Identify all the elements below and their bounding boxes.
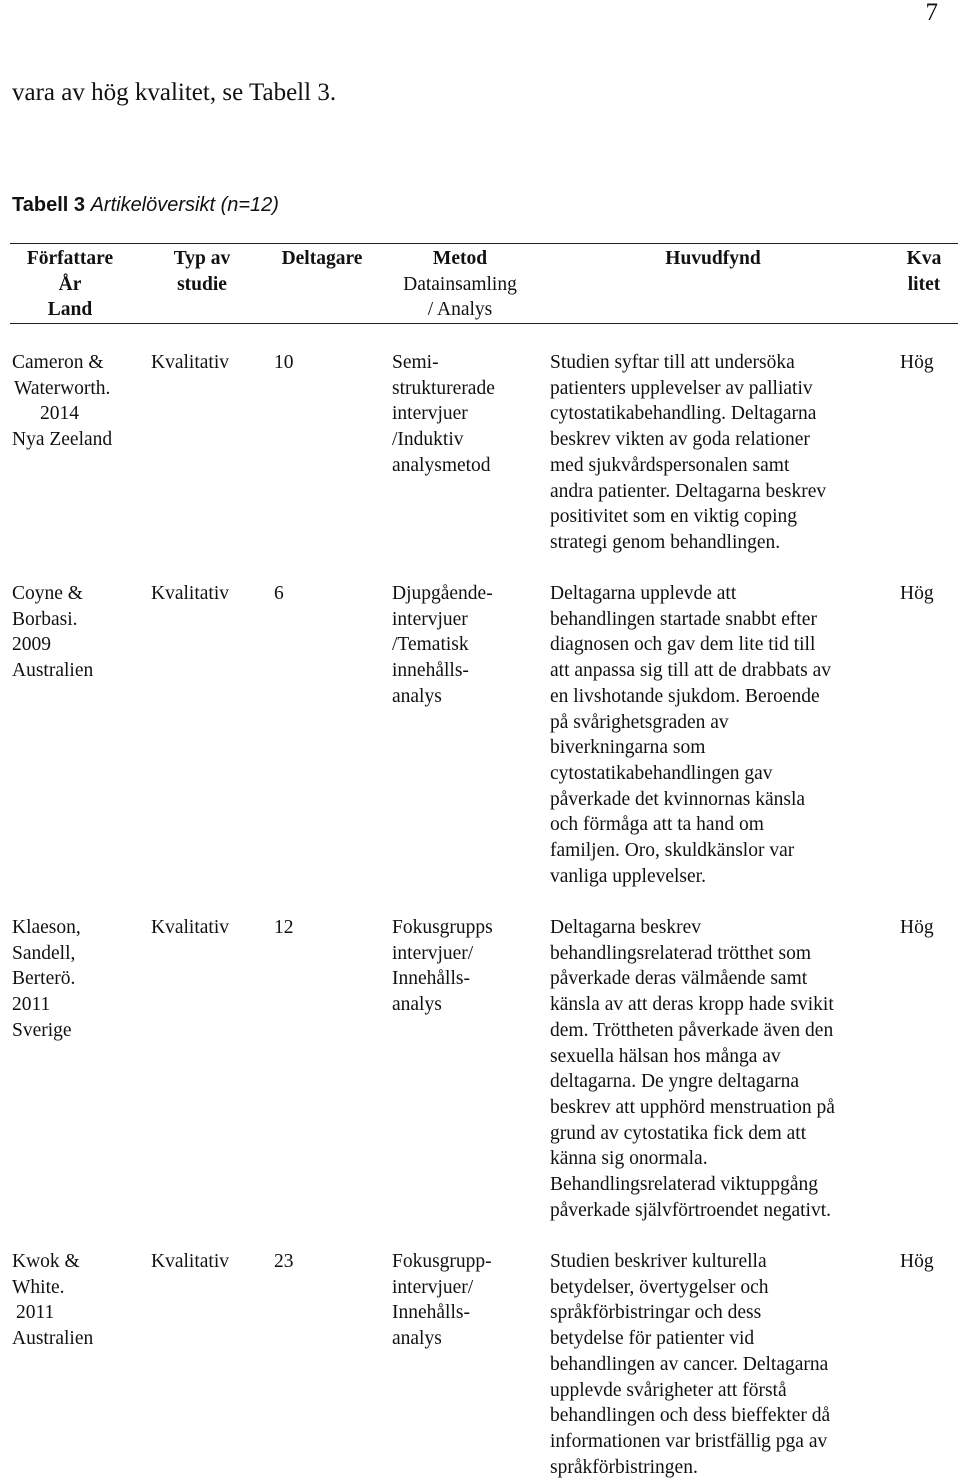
row-type: Kvalitativ — [151, 917, 229, 938]
row-participants: 23 — [274, 1251, 294, 1272]
row-participants: 6 — [274, 583, 284, 604]
row-author: Klaeson, Sandell, Berterö. 2011 Sverige — [12, 917, 81, 1041]
row-author: Cameron & Waterworth. 2014 Nya Zeeland — [12, 352, 113, 451]
header-findings: Huvudfynd — [665, 248, 761, 269]
row-quality: Hög — [900, 1251, 934, 1272]
row-method: Djupgående- intervjuer /Tematisk innehålls- analys — [392, 583, 493, 707]
row-quality: Hög — [900, 583, 934, 604]
page-number: 7 — [925, 0, 938, 26]
row-method: Fokusgrupp- intervjuer/ Innehålls- analys — [392, 1251, 492, 1350]
row-type: Kvalitativ — [151, 583, 229, 604]
header-type: Typ av studie — [173, 248, 231, 295]
intro-text: vara av hög kvalitet, se Tabell 3. — [12, 79, 337, 106]
header-author: Författare År Land — [26, 248, 114, 321]
row-findings: Studien beskriver kulturella betydelser, övertygelser och språkförbistringar och dess betydelse för patienter vid behandlingen av cancer. Deltagarna upplevde svårigheter att förstå behandlingen och dess bieffekter då informationen var bristfällig pga av språkförbistringen. — [550, 1251, 831, 1478]
header-participants: Deltagare — [281, 248, 363, 269]
row-type: Kvalitativ — [151, 1251, 229, 1272]
header-method: Metod Datainsamling / Analys — [403, 248, 517, 321]
row-findings: Deltagarna upplevde att behandlingen startade snabbt efter diagnosen och gav dem lite tid till att anpassa sig till att de drabbats av en livshotande sjukdom. Beroende på svårighetsgraden av biverkningarna som cytostatikabehandlingen gav påverkade det kvinnornas känsla och förmåga att ta hand om familjen. Oro, skuldkänslor var vanliga upplevelser. — [550, 583, 832, 887]
row-quality: Hög — [900, 352, 934, 373]
row-type: Kvalitativ — [151, 352, 229, 373]
row-quality: Hög — [900, 917, 934, 938]
row-method: Semi- strukturerade intervjuer /Induktiv analysmetod — [392, 352, 495, 476]
table-caption — [12, 194, 279, 217]
table-top-rule — [10, 243, 958, 244]
header-quality: Kva litet — [906, 248, 942, 295]
row-participants: 12 — [274, 917, 294, 938]
table-header-rule — [10, 323, 958, 324]
row-author: Coyne & Borbasi. 2009 Australien — [12, 583, 94, 682]
row-participants: 10 — [274, 352, 294, 373]
row-findings: Studien syftar till att undersöka patienters upplevelser av palliativ cytostatikabehandling. Deltagarna beskrev vikten av goda relationer med sjukvårdspersonalen samt andra patienter. Deltagarna beskrev positivitet som en viktig coping strategi genom behandlingen. — [550, 352, 827, 553]
caption-label: Tabell 3 — [12, 194, 85, 216]
row-author: Kwok & White. 2011 Australien — [12, 1251, 94, 1350]
row-method: Fokusgrupps intervjuer/ Innehålls- analys — [392, 917, 493, 1016]
caption-title: Artikelöversikt (n=12) — [90, 194, 279, 216]
row-findings: Deltagarna beskrev behandlingsrelaterad trötthet som påverkade deras välmående samt känsla av att deras kropp hade svikit dem. Tröttheten påverkade även den sexuella hälsan hos många av deltagarna. De yngre deltagarna beskrev att upphörd menstruation på grund av cytostatika fick dem att känna sig onormala. Behandlingsrelaterad viktuppgång påverkade självförtroendet negativt. — [550, 917, 835, 1221]
